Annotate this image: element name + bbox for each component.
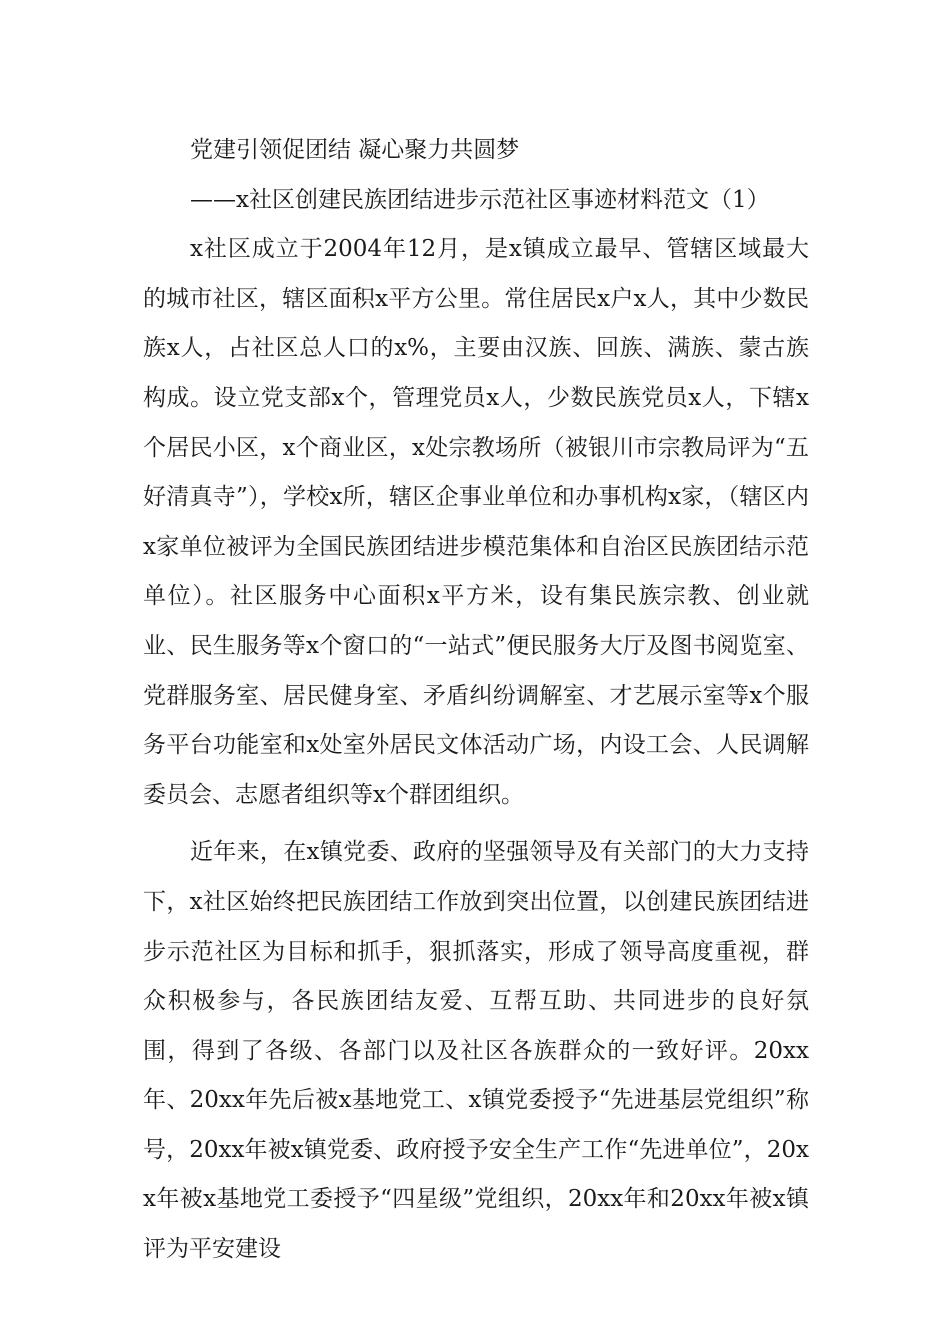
paragraph-recent-achievements: 近年来，在x镇党委、政府的坚强领导及有关部门的大力支持下，x社区始终把民族团结工作放到突出位置，以创建民族团结进步示范社区为目标和抓手，狠抓落实，形成了领导高度重视，群众积极参与，各民族团结友爱、互帮互助、共同进步的良好氛围，得到了各级、各部门以及社区各族群众的一致好评。20xx年、20xx年先后被x基地党工、x镇党委授予“先进基层党组织”称号，20xx年被x镇党委、政府授予安全生产工作“先进单位”，20xx年被x基地党工委授予“四星级”党组织，20xx年和20xx年被x镇评为平安建设 (143, 839, 809, 1263)
document-title: 党建引领促团结 凝心聚力共圆梦 (190, 137, 520, 163)
document-body (143, 126, 809, 1275)
document-subtitle: ——x社区创建民族团结进步示范社区事迹材料范文（1） (190, 186, 770, 213)
paragraph-community-overview: x社区成立于2004年12月，是x镇成立最早、管辖区域最大的城市社区，辖区面积x平方公里。常住居民x户x人，其中少数民族x人，占社区总人口的x%，主要由汉族、回族、满族、蒙古族构成。设立党支部x个，管理党员x人，少数民族党员x人，下辖x个居民小区，x个商业区，x处宗教场所（被银川市宗教局评为“五好清真寺”），学校x所，辖区企事业单位和办事机构x家，（辖区内x家单位被评为全国民族团结进步模范集体和自治区民族团结示范单位）。社区服务中心面积x平方米，设有集民族宗教、创业就业、民生服务等x个窗口的“一站式”便民服务大厅及图书阅览室、党群服务室、居民健身室、矛盾纠纷调解室、才艺展示室等x个服务平台功能室和x处室外居民文体活动广场，内设工会、人民调解委员会、志愿者组织等x个群团组织。 (143, 236, 809, 808)
